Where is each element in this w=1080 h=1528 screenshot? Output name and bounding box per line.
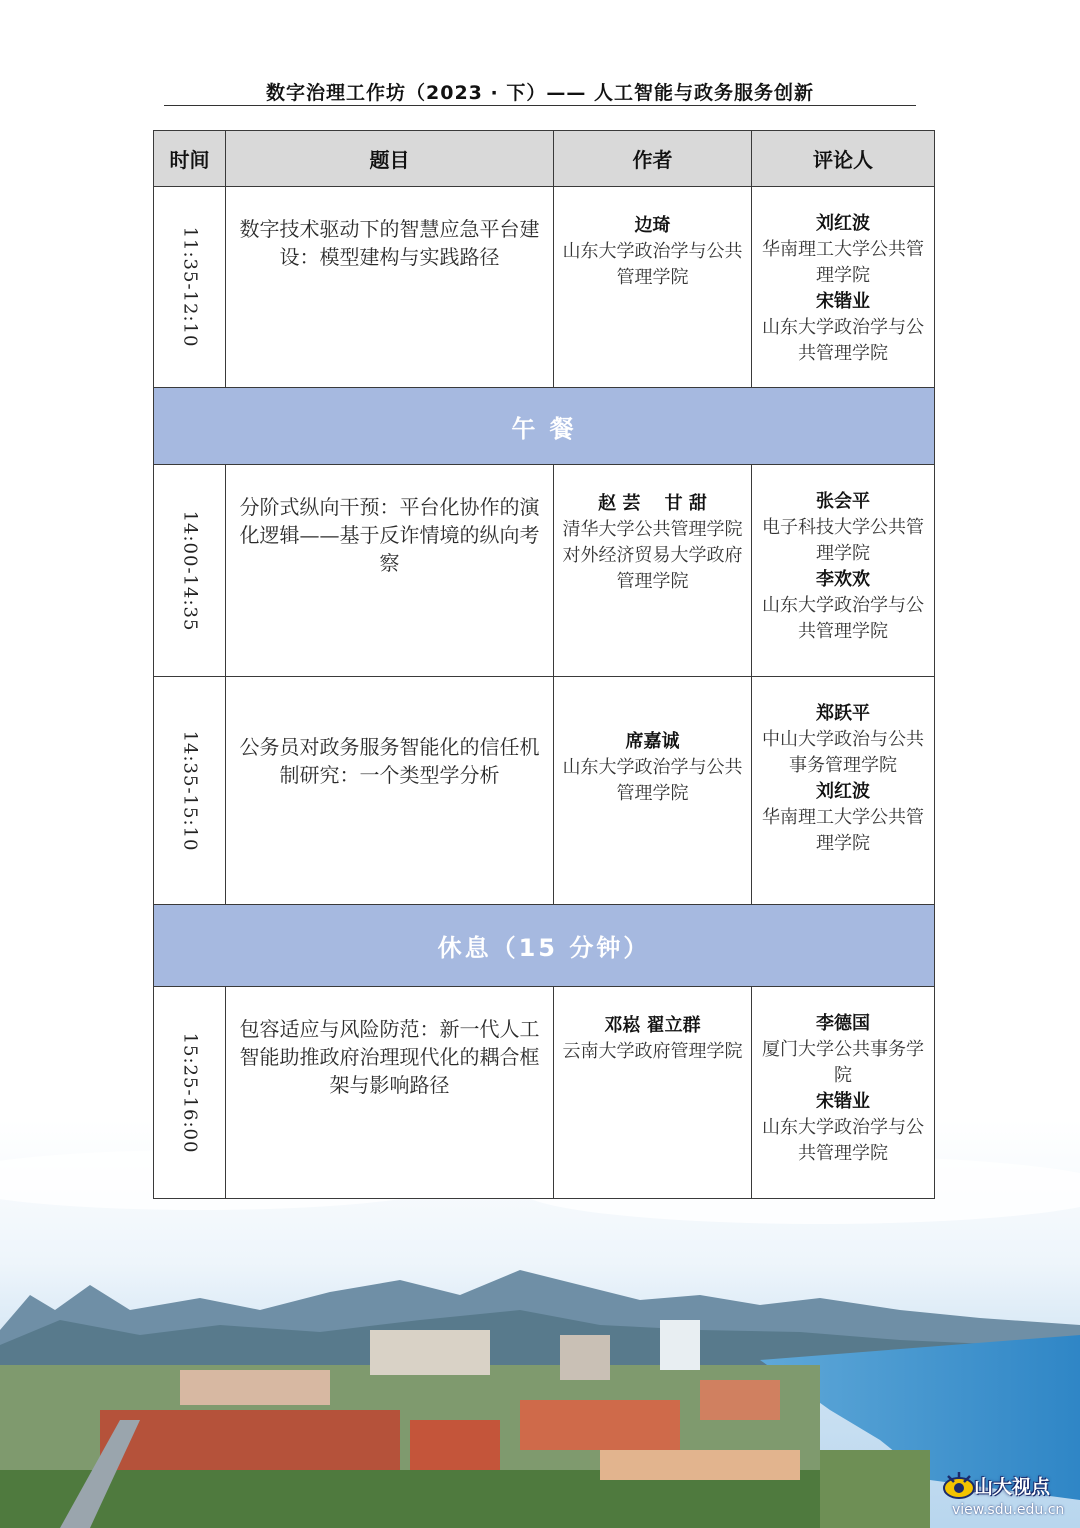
session-time: 14:00-14:35: [179, 510, 200, 631]
reviewer-cell: [752, 987, 935, 1199]
author-affiliation: 山东大学政治学与公共管理学院: [562, 241, 743, 288]
time-cell: [154, 987, 226, 1199]
reviewer-name: 宋锴业: [816, 291, 870, 312]
reviewer-affiliation: 山东大学政治学与公共管理学院: [762, 1117, 924, 1164]
reviewer-cell: [752, 677, 935, 905]
logo-name: 山大视点: [974, 1476, 1051, 1498]
document-header-title: 数字治理工作坊（2023 · 下）—— 人工智能与政务服务创新: [266, 82, 814, 104]
session-topic: 数字技术驱动下的智慧应急平台建设：模型建构与实践路径: [239, 217, 540, 269]
author-name: 赵 芸 甘 甜: [598, 493, 707, 514]
eye-logo-icon: [942, 1470, 976, 1504]
lunch-break-label: 午 餐: [154, 388, 935, 465]
reviewer-affiliation: 山东大学政治学与公共管理学院: [762, 317, 924, 364]
sdu-view-logo: [942, 1470, 1072, 1522]
rest-break-label: 休息（15 分钟）: [154, 905, 935, 987]
author-affiliation: 清华大学公共管理学院: [562, 519, 743, 540]
author-cell: [554, 187, 752, 388]
session-time: 14:35-15:10: [179, 730, 200, 851]
time-cell: [154, 465, 226, 677]
author-affiliation: 云南大学政府管理学院: [562, 1041, 743, 1062]
column-header-time: 时间: [154, 131, 226, 187]
author-affiliation: 山东大学政治学与公共管理学院: [562, 757, 743, 804]
reviewer-name: 刘红波: [816, 781, 870, 802]
author-name: 边琦: [634, 215, 671, 236]
lunch-break-row: [154, 388, 935, 465]
topic-cell: [226, 465, 554, 677]
reviewer-name: 李德国: [816, 1013, 870, 1034]
table-row: [154, 987, 935, 1199]
table-row: [154, 465, 935, 677]
reviewer-affiliation: 电子科技大学公共管理学院: [762, 517, 924, 564]
author-cell: [554, 987, 752, 1199]
author-cell: [554, 677, 752, 905]
column-header-topic: 题目: [226, 131, 554, 187]
session-topic: 分阶式纵向干预：平台化协作的演化逻辑——基于反诈情境的纵向考察: [239, 495, 540, 575]
column-header-author: 作者: [554, 131, 752, 187]
time-cell: [154, 677, 226, 905]
reviewer-name: 宋锴业: [816, 1091, 870, 1112]
reviewer-affiliation: 山东大学政治学与公共管理学院: [762, 595, 924, 642]
column-header-reviewer: 评论人: [752, 131, 935, 187]
session-time: 11:35-12:10: [179, 226, 200, 348]
rest-break-row: [154, 905, 935, 987]
table-header-row: [154, 131, 935, 187]
author-cell: [554, 465, 752, 677]
header-divider: [164, 105, 916, 106]
session-topic: 公务员对政务服务智能化的信任机制研究：一个类型学分析: [239, 735, 540, 787]
author-name: 席嘉诚: [625, 731, 680, 752]
schedule-table: [153, 130, 935, 1199]
reviewer-affiliation: 中山大学政治与公共事务管理学院: [762, 729, 924, 776]
reviewer-name: 刘红波: [816, 213, 870, 234]
logo-url: view.sdu.edu.cn: [952, 1502, 1065, 1518]
reviewer-name: 张会平: [816, 491, 870, 512]
topic-cell: [226, 677, 554, 905]
reviewer-affiliation: 厦门大学公共事务学院: [762, 1039, 924, 1086]
time-cell: [154, 187, 226, 388]
author-affiliation: 对外经济贸易大学政府管理学院: [562, 545, 743, 592]
reviewer-name: 郑跃平: [816, 703, 870, 724]
reviewer-cell: [752, 465, 935, 677]
topic-cell: [226, 187, 554, 388]
session-topic: 包容适应与风险防范：新一代人工智能助推政府治理现代化的耦合框架与影响路径: [239, 1017, 540, 1097]
reviewer-affiliation: 华南理工大学公共管理学院: [762, 239, 924, 286]
session-time: 15:25-16:00: [179, 1032, 200, 1153]
author-name: 邓崧 翟立群: [604, 1015, 701, 1036]
table-row: [154, 677, 935, 905]
topic-cell: [226, 987, 554, 1199]
reviewer-cell: [752, 187, 935, 388]
reviewer-name: 李欢欢: [816, 569, 870, 590]
table-row: [154, 187, 935, 388]
reviewer-affiliation: 华南理工大学公共管理学院: [762, 807, 924, 854]
